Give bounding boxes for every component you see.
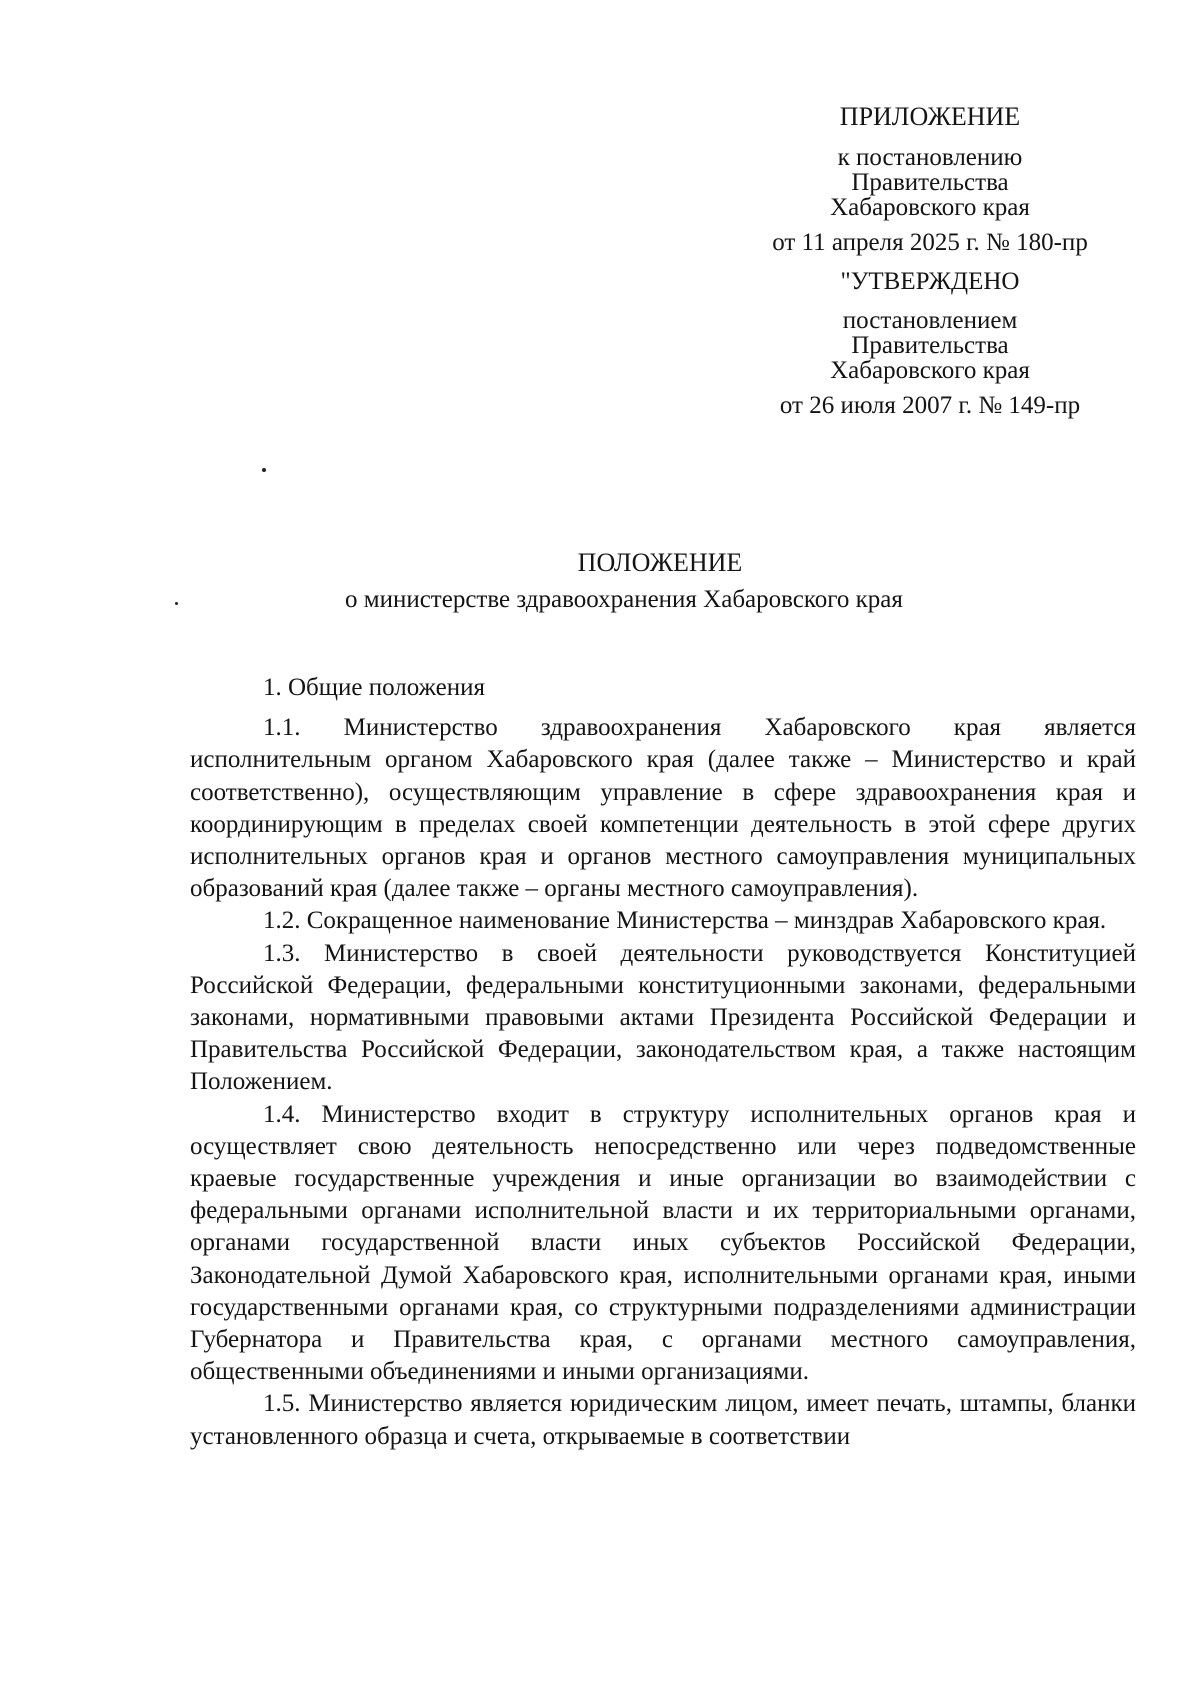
document-title: ПОЛОЖЕНИЕ xyxy=(577,548,743,577)
section-heading: 1. Общие положения xyxy=(263,674,485,701)
approved-line: Правительства xyxy=(851,332,1009,359)
appendix-header xyxy=(720,104,1140,418)
scan-speck xyxy=(175,602,178,605)
document-body xyxy=(190,672,1136,1453)
paragraph-1-2: 1.2. Сокращенное наименование Министерства – минздрав Хабаровского края. xyxy=(263,907,1107,935)
appendix-line: к постановлению xyxy=(837,144,1023,171)
approved-label: "УТВЕРЖДЕНО xyxy=(840,268,1020,295)
paragraph-1-5: 1.5. Министерство является юридическим лицом, имеет печать, штампы, бланки установленного образца и счета, открываемые в соответствии xyxy=(190,1390,1136,1450)
appendix-line: Хабаровского края xyxy=(830,194,1030,221)
paragraph-1-1: 1.1. Министерство здравоохранения Хабаровского края является исполнительным органом Хабаровского края (далее также – Министерство и край соответственно), осуществляющим управление в сфере здравоохранения края и координирующим в пределах своей компетенции деятельность в этой сфере других исполнительных органов края и органов местного самоуправления муниципальных образований края (далее также – органы местного самоуправления). xyxy=(190,714,1136,903)
document-subtitle: о министерстве здравоохранения Хабаровского края xyxy=(345,586,903,613)
appendix-date: от 11 апреля 2025 г. № 180-пр xyxy=(772,229,1088,256)
paragraph-1-4: 1.4. Министерство входит в структуру исполнительных органов края и осуществляет свою деятельность непосредственно или через подведомственные краевые государственные учреждения и иные организации во взаимодействии с федеральными органами исполнительной власти и их территориальными органами, органами государственной власти иных субъектов Российской Федерации, Законодательной Думой Хабаровского края, исполнительными органами края, иными государственными органами края, со структурными подразделениями администрации Губернатора и Правительства края, с органами местного самоуправления, общественными объединениями и иными организациями. xyxy=(190,1100,1136,1386)
appendix-title: ПРИЛОЖЕНИЕ xyxy=(839,102,1021,131)
approved-line: постановлением xyxy=(842,307,1018,334)
approved-date: от 26 июля 2007 г. № 149-пр xyxy=(779,392,1081,419)
scan-speck xyxy=(262,468,266,472)
paragraph-1-3: 1.3. Министерство в своей деятельности руководствуется Конституцией Российской Федерации, федеральными конституционными законами, федеральными законами, нормативными правовыми актами Президента Российской Федерации и Правительства Российской Федерации, законодательством края, а также настоящим Положением. xyxy=(190,939,1136,1096)
appendix-line: Правительства xyxy=(851,169,1009,196)
approved-line: Хабаровского края xyxy=(830,357,1030,384)
